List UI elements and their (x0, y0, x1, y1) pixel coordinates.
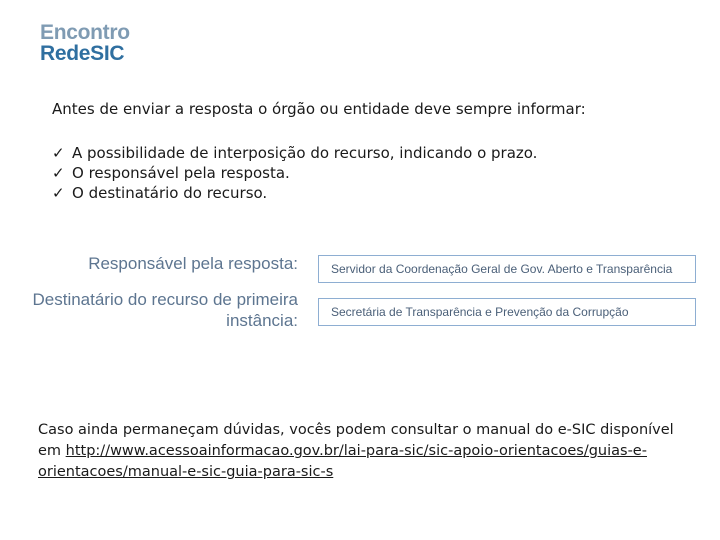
logo-line-1: Encontro (40, 21, 130, 44)
list-item (52, 183, 537, 203)
encontro-redesic-logo (40, 22, 130, 64)
destinatario-label: Destinatário do recurso de primeira instância: (32, 290, 298, 330)
checkmark-icon: ✓ (52, 164, 65, 182)
responsavel-label: Responsável pela resposta: (88, 254, 298, 273)
checkmark-icon: ✓ (52, 144, 65, 162)
list-item (52, 163, 537, 183)
destinatario-field[interactable]: Secretária de Transparência e Prevenção da Corrupção (318, 298, 696, 326)
checkmark-icon: ✓ (52, 184, 65, 202)
list-item-text: A possibilidade de interposição do recurso, indicando o prazo. (72, 144, 538, 162)
list-item (52, 143, 537, 163)
closing-text: Caso ainda permaneçam dúvidas, vocês podem consultar o manual do e-SIC disponível em (38, 422, 674, 459)
list-item-text: O destinatário do recurso. (72, 184, 268, 202)
requirements-list (52, 143, 537, 203)
logo-line-2: RedeSIC (40, 42, 125, 65)
closing-paragraph (38, 420, 688, 483)
manual-link[interactable]: http://www.acessoainformacao.gov.br/lai-para-sic/sic-apoio-orientacoes/guias-e-orientacoes/manual-e-sic-guia-para-sic-s (38, 443, 647, 480)
intro-text: Antes de enviar a resposta o órgão ou entidade deve sempre informar: (52, 100, 586, 118)
responsavel-field[interactable]: Servidor da Coordenação Geral de Gov. Aberto e Transparência (318, 255, 696, 283)
list-item-text: O responsável pela resposta. (72, 164, 290, 182)
